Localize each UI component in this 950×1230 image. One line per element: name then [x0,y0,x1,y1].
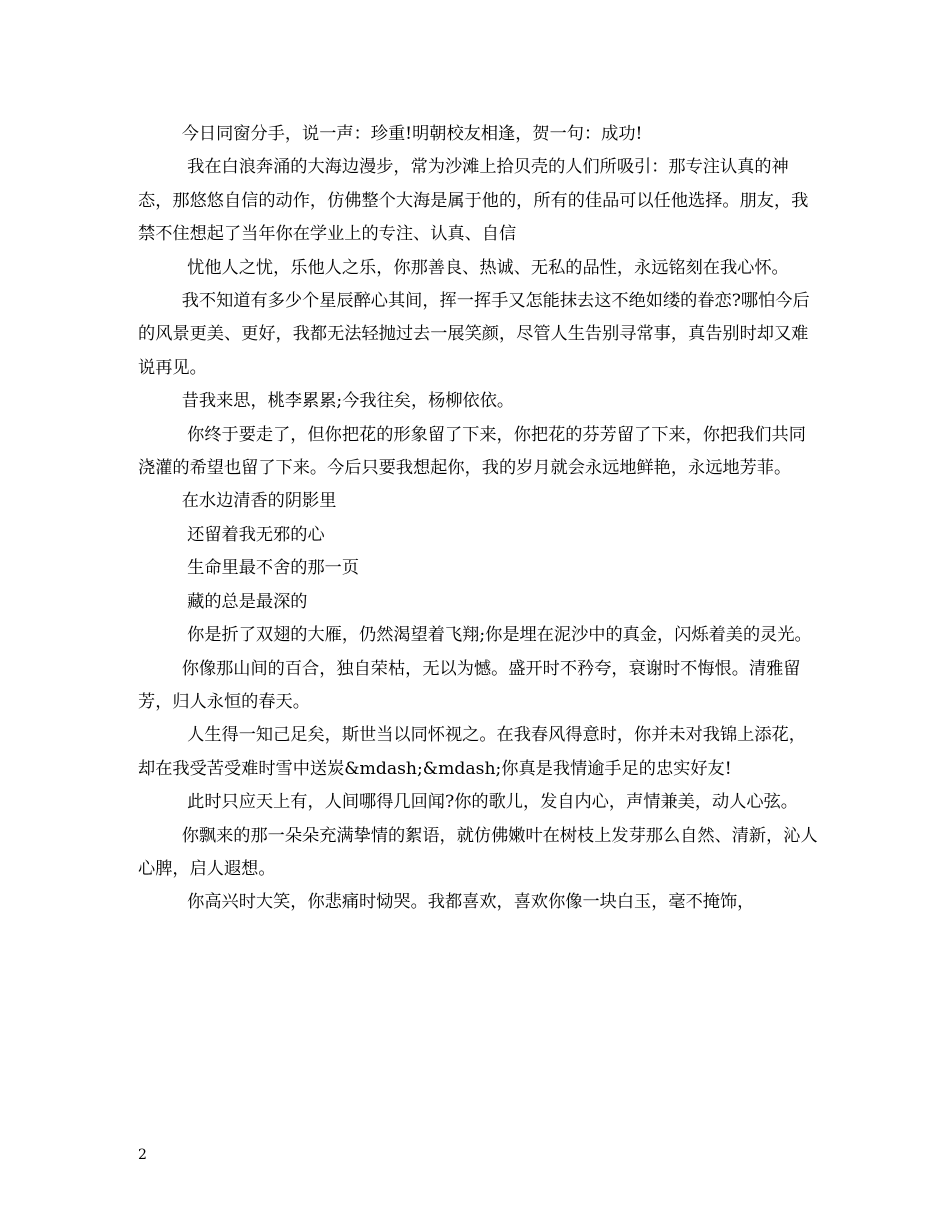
paragraph: 你飘来的那一朵朵充满挚情的絮语，就仿佛嫩叶在树枝上发芽那么自然、清新，沁人心脾，启人遐想。 [138,825,818,879]
paragraph: 我不知道有多少个星辰醉心其间，挥一挥手又怎能抹去这不绝如缕的眷恋?哪怕今后的风景更美、更好，我都无法轻抛过去一展笑颜，尽管人生告别寻常事，真告别时却又难说再见。 [138,291,810,378]
poem-line: 在水边清香的阴影里 [138,491,337,512]
paragraph: 人生得一知己足矣，斯世当以同怀视之。在我春风得意时，你并未对我锦上添花，却在我受苦受难时雪中送炭&mdash;&mdash;你真是我情逾手足的忠实好友! [138,725,806,779]
paragraph: 你终于要走了，但你把花的形象留了下来，你把花的芬芳留了下来，你把我们共同浇灌的希望也留了下来。今后只要我想起你，我的岁月就会永远地鲜艳，永远地芳菲。 [138,424,806,479]
poem-line: 藏的总是最深的 [138,591,308,612]
paragraph: 你像那山间的百合，独自荣枯，无以为憾。盛开时不矜夸，衰谢时不悔恨。清雅留芳，归人永恒的春天。 [138,658,801,712]
paragraph: 你高兴时大笑，你悲痛时恸哭。我都喜欢，喜欢你像一块白玉，毫不掩饰， [138,892,755,913]
poem-line: 生命里最不舍的那一页 [138,558,360,579]
paragraph: 我在白浪奔涌的大海边漫步，常为沙滩上拾贝壳的人们所吸引：那专注认真的神态，那悠悠自信的动作，仿佛整个大海是属于他的，所有的佳品可以任他选择。朋友，我禁不住想起了当年你在学业上的专注、认真、自信 [138,157,809,245]
paragraph: 今日同窗分手，说一声：珍重!明朝校友相逢，贺一句：成功! [138,124,643,144]
paragraph: 此时只应天上有，人间哪得几回闻?你的歌儿，发自内心，声情兼美，动人心弦。 [138,792,798,813]
paragraph: 昔我来思，桃李累累;今我往矣，杨柳依依。 [138,391,515,412]
paragraph: 你是折了双翅的大雁，仍然渴望着飞翔;你是埋在泥沙中的真金，闪烁着美的灵光。 [138,625,812,646]
body-text [138,118,818,920]
page-number: 2 [138,1147,147,1163]
poem-line: 还留着我无邪的心 [138,524,325,545]
paragraph: 忧他人之忧，乐他人之乐，你那善良、热诚、无私的品性，永远铭刻在我心怀。 [138,257,789,278]
